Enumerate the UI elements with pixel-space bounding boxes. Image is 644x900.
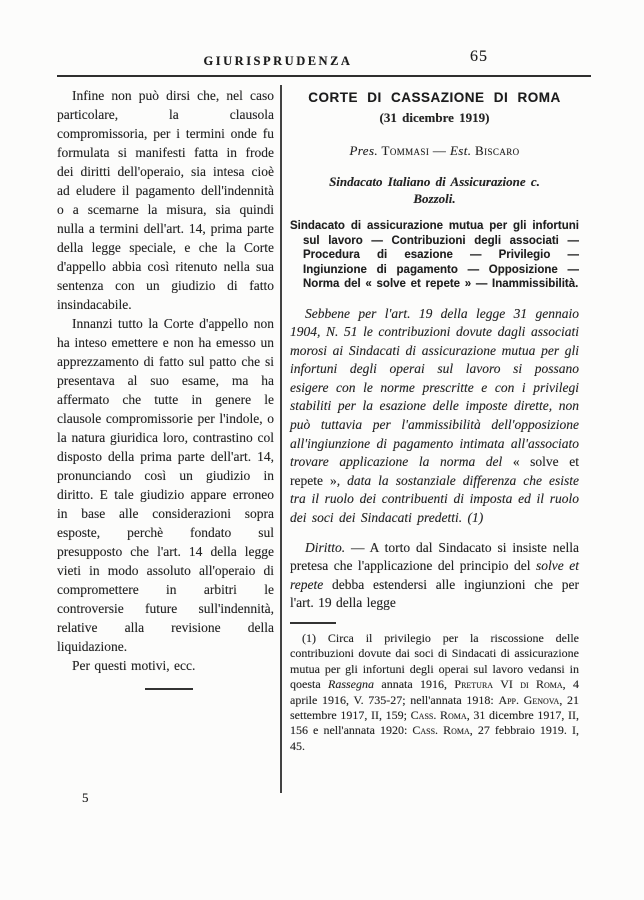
syllabus: Sebbene per l'art. 19 della legge 31 gennaio 1904, N. 51 le contribuzioni dovute dagli associati morosi ai Sindacati di assicurazione mutua per gli infortuni degli operai sul lavoro si possano esigere con le norme prescritte e con i privilegi stabiliti per la esazione delle imposte dirette, non può tuttavia per l'ammissibilità dell'opposizione all'ingiunzione di pagamento intimata all'associato trovare applicazione la norma del « solve et repete », data la sostanziale differenza che esiste tra il ruolo dei contribuenti di imposta ed il ruolo dei soci dei Sindacati predetti. (1)	[290, 305, 579, 526]
court-heading: CORTE DI CASSAZIONE DI ROMA	[308, 90, 561, 105]
body-paragraph: Infine non può dirsi che, nel caso particolare, la clausola compromissoria, per i termini onde fu formulata si manifesti fatta in frode dei diritti dell'operaio, sia intesa cioè ad eludere il pagamento dell'indennità o a scemarne la misura, sia quindi nulla a termini dell'art. 14, prima parte della legge speciale, e che la Corte d'appello abbia così ritenuto nella sua sentenza con un giudizio di fatto insindacabile.	[57, 88, 274, 312]
column-divider	[280, 85, 282, 793]
decision-body: Diritto. — A torto dal Sindacato si insiste nella pretesa che l'applicazione del principio del solve et repete debba estendersi alle ingiunzioni che per l'art. 19 della legge	[290, 539, 579, 611]
header-rule	[57, 75, 591, 77]
running-head-title: GIURISPRUDENZA	[203, 54, 353, 68]
right-column	[290, 90, 579, 754]
decision-date: (31 dicembre 1919)	[379, 110, 490, 125]
closing-formula: Per questi motivi, ecc.	[72, 658, 196, 673]
left-column	[57, 86, 274, 690]
section-end-rule	[145, 688, 193, 690]
signature-number: 5	[82, 790, 89, 805]
judges-line: Pres. Tommasi — Est. Biscaro	[349, 143, 520, 158]
body-paragraph: Innanzi tutto la Corte d'appello non ha inteso emettere e non ha emesso un apprezzamento di fatto sul patto che si presentava al suo esame, ma ha affermato che tutte in genere le clausole compromissorie per l'indole, o la natura giuridica loro, contrastino col disposto della prima parte dell'art. 14, pronunciando così un giudizio in diritto. E tale giudizio appare erroneo in base alle considerazioni sopra esposte, perchè fondato sul presupposto che l'art. 14 della legge vieti in modo assoluto all'operaio di compromettere in arbitri le controversie future sull'indennità, relative alla revisione della liquidazione.	[57, 316, 274, 654]
page-number: 65	[470, 48, 488, 65]
case-parties: Sindacato Italiano di Assicurazione c. Bozzoli.	[329, 174, 540, 206]
footnote-rule	[290, 622, 336, 624]
footnote: (1) Circa il privilegio per la riscossione delle contribuzioni dovute dai soci di Sindacati di assicurazione mutua per gli infortuni degli operai sul lavoro vedansi in qoesta Rassegna annata 1916, Pretura VI di Roma, 4 aprile 1916, V. 735-27; nell'annata 1918: App. Genova, 21 settembre 1917, II, 159; Cass. Roma, 31 dicembre 1917, II, 156 e nell'annata 1920: Cass. Roma, 27 febbraio 1919. I, 45.	[290, 631, 580, 753]
headnote: Sindacato di assicurazione mutua per gli infortuni sul lavoro — Contribuzioni degli associati — Procedura di esazione — Privilegio — Ingiunzione di pagamento — Opposizione — Norma del « solve et repete » — Inammissibilità.	[290, 220, 579, 290]
